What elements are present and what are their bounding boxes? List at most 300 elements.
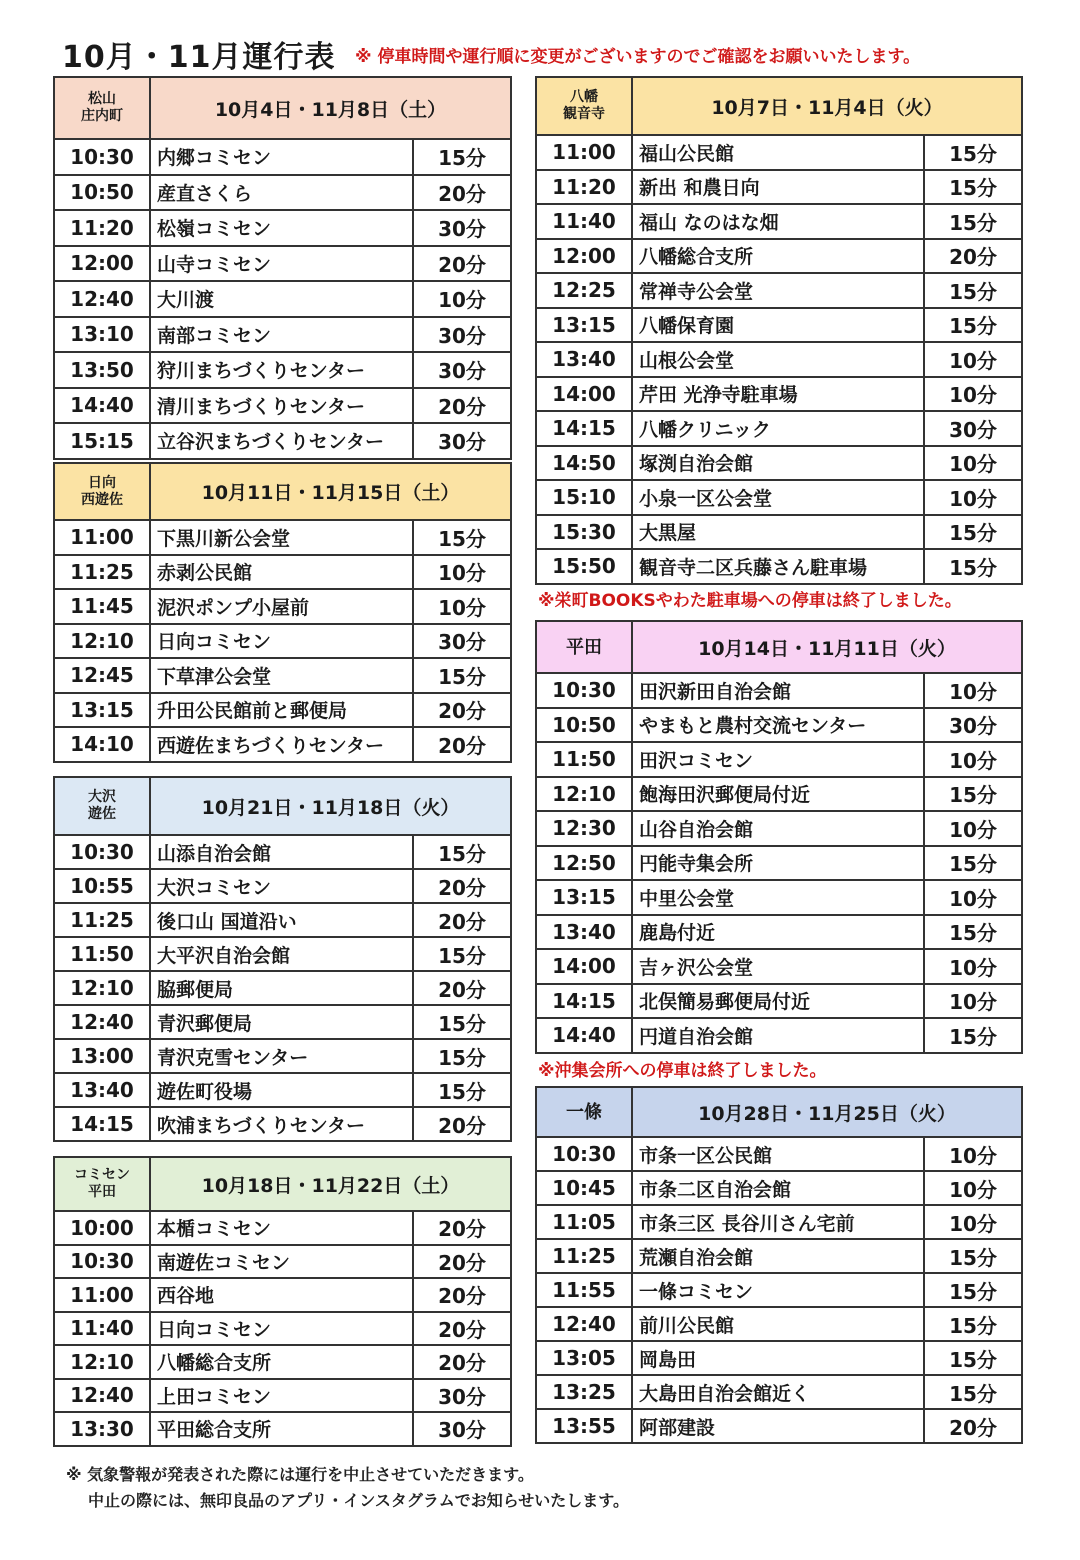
stop-place: 山根公会堂 [632,342,924,377]
stop-time: 14:10 [54,727,150,762]
stop-row [536,549,1022,584]
route-dates: 10月18日・11月22日（土） [150,1157,511,1211]
stop-place: 狩川まちづくりセンター [150,352,413,388]
route-header [54,77,511,139]
stop-duration: 10分 [924,1171,1022,1205]
stop-row [536,915,1022,950]
stop-duration: 15分 [413,937,511,971]
route-komisen-hirata [53,1156,512,1447]
stop-row [54,1379,511,1413]
stop-place: 一條コミセン [632,1273,924,1307]
stop-time: 15:15 [54,423,150,459]
stop-duration: 30分 [413,317,511,353]
stop-duration: 15分 [413,658,511,693]
stop-duration: 15分 [924,777,1022,812]
route-header [536,77,1022,135]
stop-row [54,1039,511,1073]
stop-place: 後口山 国道沿い [150,903,413,937]
route-header [536,621,1022,673]
stop-row [536,1239,1022,1273]
stop-row [536,1341,1022,1375]
stop-place: 吉ヶ沢公会堂 [632,949,924,984]
stop-duration: 30分 [413,352,511,388]
stop-time: 14:40 [54,388,150,424]
stop-row [54,693,511,728]
stop-row [54,835,511,869]
stop-time: 15:10 [536,480,632,515]
stop-duration: 15分 [413,520,511,555]
stop-time: 13:40 [536,342,632,377]
hirata-note: ※沖集会所への停車は終了しました。 [538,1061,827,1081]
stop-duration: 20分 [413,693,511,728]
stop-row [536,880,1022,915]
stop-row [536,949,1022,984]
stop-row [536,984,1022,1019]
area-label-line: 平田 [566,636,602,658]
stop-duration: 15分 [413,1039,511,1073]
area-label-line: 西遊佐 [81,491,123,508]
route-dates: 10月28日・11月25日（火） [632,1087,1022,1137]
stop-place: 福山公民館 [632,135,924,170]
stop-place: 阿部建設 [632,1409,924,1443]
stop-place: 本楯コミセン [150,1211,413,1245]
area-label-line: 八幡 [570,89,598,105]
stop-time: 14:15 [536,984,632,1019]
stop-time: 13:15 [536,880,632,915]
route-yawata [535,76,1023,585]
stop-place: 山寺コミセン [150,246,413,282]
stop-row [536,446,1022,481]
stop-place: 塚渕自治会館 [632,446,924,481]
stop-place: 吹浦まちづくりセンター [150,1107,413,1141]
stop-place: 前川公民館 [632,1307,924,1341]
area-label-line: 大沢 [88,789,116,805]
stop-row [536,1171,1022,1205]
footer-line-1: ※ 気象警報が発表された際には運行を中止させていただきます。 [66,1465,534,1484]
stop-duration: 10分 [924,1137,1022,1171]
stop-duration: 20分 [413,1245,511,1279]
stop-row [54,869,511,903]
stop-row [536,273,1022,308]
stop-row [54,624,511,659]
schedule-table [535,1086,1023,1444]
stop-row [54,589,511,624]
stop-row [54,317,511,353]
stop-row [54,246,511,282]
route-ichijo [535,1086,1023,1444]
stop-duration: 20分 [413,727,511,762]
stop-place: 大平沢自治会館 [150,937,413,971]
stop-duration: 10分 [413,555,511,590]
stop-row [536,1409,1022,1443]
route-hirata [535,620,1023,1054]
stop-time: 11:00 [54,1278,150,1312]
stop-row [536,377,1022,412]
schedule-table [535,76,1023,585]
stop-place: 芹田 光浄寺駐車場 [632,377,924,412]
stop-duration: 30分 [413,210,511,246]
schedule-table [53,462,512,763]
stop-row [536,1375,1022,1409]
stop-place: 青沢克雪センター [150,1039,413,1073]
stop-time: 11:50 [54,937,150,971]
stop-row [54,1005,511,1039]
stop-duration: 20分 [413,1107,511,1141]
stop-place: 下黒川新公会堂 [150,520,413,555]
stop-row [536,1307,1022,1341]
stop-place: 福山 なのはな畑 [632,204,924,239]
schedule-table [53,1156,512,1447]
area-label-line: 庄内町 [81,108,123,124]
stop-duration: 15分 [924,1375,1022,1409]
stop-time: 11:20 [54,210,150,246]
stop-row [536,135,1022,170]
change-notice: ※ 停車時間や運行順に変更がございますのでご確認をお願いいたします。 [355,47,921,67]
stop-duration: 20分 [413,869,511,903]
stop-time: 12:10 [54,624,150,659]
stop-time: 11:00 [536,135,632,170]
stop-duration: 15分 [924,915,1022,950]
stop-time: 12:00 [54,246,150,282]
route-header [54,463,511,520]
stop-time: 11:55 [536,1273,632,1307]
stop-duration: 30分 [924,411,1022,446]
stop-row [536,1205,1022,1239]
stop-time: 12:40 [536,1307,632,1341]
route-dates: 10月7日・11月4日（火） [632,77,1022,135]
stop-place: 市条一区公民館 [632,1137,924,1171]
stop-duration: 15分 [413,1073,511,1107]
stop-place: 田沢コミセン [632,742,924,777]
stop-duration: 20分 [413,971,511,1005]
stop-place: 飽海田沢郵便局付近 [632,777,924,812]
stop-row [54,1412,511,1446]
stop-row [54,388,511,424]
stop-time: 15:50 [536,549,632,584]
stop-row [536,308,1022,343]
stop-row [54,423,511,459]
stop-row [54,1312,511,1346]
stop-time: 12:00 [536,239,632,274]
route-header [54,1157,511,1211]
stop-time: 11:40 [54,1312,150,1346]
route-matsuyama [53,76,512,460]
stop-duration: 30分 [413,1412,511,1446]
stop-row [536,480,1022,515]
stop-time: 13:10 [54,317,150,353]
stop-place: 大川渡 [150,281,413,317]
stop-duration: 20分 [413,1278,511,1312]
stop-place: やまもと農村交流センター [632,708,924,743]
stop-row [536,515,1022,550]
stop-duration: 20分 [413,1211,511,1245]
stop-duration: 15分 [924,515,1022,550]
stop-duration: 15分 [413,835,511,869]
stop-duration: 15分 [924,1018,1022,1053]
stop-duration: 15分 [924,549,1022,584]
stop-duration: 30分 [413,1379,511,1413]
stop-row [54,1211,511,1245]
stop-place: 北俣簡易郵便局付近 [632,984,924,1019]
stop-place: 清川まちづくりセンター [150,388,413,424]
stop-row [54,1107,511,1141]
stop-duration: 15分 [924,846,1022,881]
stop-duration: 10分 [924,949,1022,984]
stop-place: 升田公民館前と郵便局 [150,693,413,728]
stop-time: 13:55 [536,1409,632,1443]
stop-time: 11:20 [536,170,632,205]
stop-row [54,1245,511,1279]
stop-duration: 10分 [924,446,1022,481]
stop-duration: 20分 [413,903,511,937]
stop-place: 遊佐町役場 [150,1073,413,1107]
stop-time: 12:45 [54,658,150,693]
stop-time: 12:40 [54,281,150,317]
stop-time: 11:05 [536,1205,632,1239]
stop-row [536,411,1022,446]
stop-row [54,139,511,175]
area-label [536,77,632,135]
stop-time: 10:30 [54,835,150,869]
stop-time: 10:30 [536,673,632,708]
stop-place: 脇郵便局 [150,971,413,1005]
stop-duration: 30分 [413,624,511,659]
stop-row [54,281,511,317]
stop-time: 12:30 [536,811,632,846]
stop-time: 14:50 [536,446,632,481]
stop-place: 岡島田 [632,1341,924,1375]
stop-duration: 15分 [924,1273,1022,1307]
stop-time: 13:50 [54,352,150,388]
stop-place: 観音寺二区兵藤さん駐車場 [632,549,924,584]
stop-time: 10:30 [536,1137,632,1171]
stop-place: 平田総合支所 [150,1412,413,1446]
stop-time: 13:15 [536,308,632,343]
stop-row [54,520,511,555]
stop-duration: 20分 [413,246,511,282]
stop-place: 八幡総合支所 [632,239,924,274]
stop-row [54,937,511,971]
stop-place: 田沢新田自治会館 [632,673,924,708]
area-label [536,621,632,673]
stop-duration: 10分 [924,377,1022,412]
stop-place: 新出 和農日向 [632,170,924,205]
stop-time: 12:40 [54,1379,150,1413]
stop-duration: 15分 [924,135,1022,170]
stop-time: 10:55 [54,869,150,903]
stop-time: 10:50 [54,175,150,211]
route-hinata [53,462,512,763]
stop-duration: 20分 [413,1312,511,1346]
stop-row [54,175,511,211]
stop-place: 下草津公会堂 [150,658,413,693]
stop-time: 12:10 [54,1345,150,1379]
stop-row [536,1018,1022,1053]
stop-time: 13:30 [54,1412,150,1446]
stop-row [536,204,1022,239]
stop-place: 八幡クリニック [632,411,924,446]
stop-time: 12:25 [536,273,632,308]
stop-place: 円道自治会館 [632,1018,924,1053]
stop-row [54,903,511,937]
stop-time: 11:25 [54,903,150,937]
stop-duration: 10分 [924,811,1022,846]
stop-duration: 20分 [924,1409,1022,1443]
stop-duration: 15分 [924,170,1022,205]
area-label-line: 松山 [88,91,116,107]
stop-duration: 15分 [924,308,1022,343]
stop-duration: 15分 [924,273,1022,308]
area-label-line: 日向 [88,474,116,491]
stop-duration: 10分 [924,673,1022,708]
stop-place: 荒瀬自治会館 [632,1239,924,1273]
stop-time: 10:50 [536,708,632,743]
stop-place: 小泉一区公会堂 [632,480,924,515]
stop-place: 青沢郵便局 [150,1005,413,1039]
stop-place: 大沢コミセン [150,869,413,903]
stop-duration: 15分 [924,1307,1022,1341]
stop-time: 15:30 [536,515,632,550]
stop-row [536,742,1022,777]
stop-row [536,846,1022,881]
stop-row [536,708,1022,743]
stop-time: 11:25 [54,555,150,590]
stop-duration: 15分 [924,204,1022,239]
route-dates: 10月11日・11月15日（土） [150,463,511,520]
stop-time: 14:40 [536,1018,632,1053]
route-dates: 10月14日・11月11日（火） [632,621,1022,673]
stop-time: 13:00 [54,1039,150,1073]
stop-row [54,1073,511,1107]
stop-time: 10:30 [54,139,150,175]
stop-duration: 30分 [924,708,1022,743]
stop-duration: 10分 [924,342,1022,377]
stop-place: 大黒屋 [632,515,924,550]
schedule-table [53,76,512,460]
stop-place: 中里公会堂 [632,880,924,915]
area-label-line: コミセン [74,1167,130,1183]
stop-time: 11:50 [536,742,632,777]
stop-duration: 15分 [924,1239,1022,1273]
route-dates: 10月21日・11月18日（火） [150,777,511,835]
page-title: 10月・11月運行表 [62,40,336,75]
stop-place: 西谷地 [150,1278,413,1312]
route-header [54,777,511,835]
stop-place: 山谷自治会館 [632,811,924,846]
stop-duration: 20分 [413,1345,511,1379]
stop-place: 八幡保育園 [632,308,924,343]
stop-time: 14:15 [536,411,632,446]
stop-row [536,239,1022,274]
stop-time: 13:40 [536,915,632,950]
stop-place: 南部コミセン [150,317,413,353]
stop-duration: 10分 [413,589,511,624]
stop-place: 泥沢ポンプ小屋前 [150,589,413,624]
schedule-table [535,620,1023,1054]
route-header [536,1087,1022,1137]
stop-time: 14:00 [536,377,632,412]
stop-place: 山添自治会館 [150,835,413,869]
stop-row [536,1137,1022,1171]
stop-time: 10:30 [54,1245,150,1279]
stop-place: 円能寺集会所 [632,846,924,881]
stop-row [54,210,511,246]
stop-time: 13:40 [54,1073,150,1107]
stop-row [54,727,511,762]
stop-duration: 20分 [413,175,511,211]
stop-row [54,1345,511,1379]
stop-time: 10:00 [54,1211,150,1245]
stop-time: 12:10 [54,971,150,1005]
yawata-note: ※栄町BOOKSやわた駐車場への停車は終了しました。 [538,591,962,611]
stop-time: 13:25 [536,1375,632,1409]
stop-place: 八幡総合支所 [150,1345,413,1379]
footer-line-2: 中止の際には、無印良品のアプリ・インスタグラムでお知らせいたします。 [88,1491,629,1510]
stop-duration: 10分 [924,480,1022,515]
stop-time: 14:00 [536,949,632,984]
stop-duration: 10分 [413,281,511,317]
area-label [54,77,150,139]
stop-place: 鹿島付近 [632,915,924,950]
stop-place: 内郷コミセン [150,139,413,175]
area-label [54,1157,150,1211]
stop-time: 13:05 [536,1341,632,1375]
stop-place: 南遊佐コミセン [150,1245,413,1279]
area-label-line: 一條 [566,1101,602,1123]
stop-row [54,1278,511,1312]
area-label [54,463,150,520]
stop-row [536,170,1022,205]
stop-time: 12:10 [536,777,632,812]
stop-place: 立谷沢まちづくりセンター [150,423,413,459]
stop-row [54,658,511,693]
area-label [54,777,150,835]
stop-place: 西遊佐まちづくりセンター [150,727,413,762]
schedule-table [53,776,512,1142]
stop-time: 13:15 [54,693,150,728]
stop-time: 12:40 [54,1005,150,1039]
stop-time: 14:15 [54,1107,150,1141]
stop-place: 日向コミセン [150,1312,413,1346]
stop-place: 常禅寺公会堂 [632,273,924,308]
stop-row [536,811,1022,846]
stop-duration: 10分 [924,742,1022,777]
stop-time: 12:50 [536,846,632,881]
stop-duration: 15分 [413,1005,511,1039]
stop-row [536,342,1022,377]
stop-duration: 30分 [413,423,511,459]
stop-place: 市条三区 長谷川さん宅前 [632,1205,924,1239]
stop-duration: 15分 [413,139,511,175]
stop-row [54,352,511,388]
stop-place: 松嶺コミセン [150,210,413,246]
stop-duration: 20分 [413,388,511,424]
footer-notice [66,1462,629,1514]
stop-duration: 10分 [924,880,1022,915]
stop-duration: 20分 [924,239,1022,274]
stop-time: 11:40 [536,204,632,239]
stop-place: 赤剥公民館 [150,555,413,590]
stop-place: 上田コミセン [150,1379,413,1413]
stop-place: 日向コミセン [150,624,413,659]
stop-row [54,555,511,590]
stop-time: 11:25 [536,1239,632,1273]
area-label [536,1087,632,1137]
route-osawa [53,776,512,1142]
stop-duration: 10分 [924,1205,1022,1239]
stop-row [536,1273,1022,1307]
route-dates: 10月4日・11月8日（土） [150,77,511,139]
